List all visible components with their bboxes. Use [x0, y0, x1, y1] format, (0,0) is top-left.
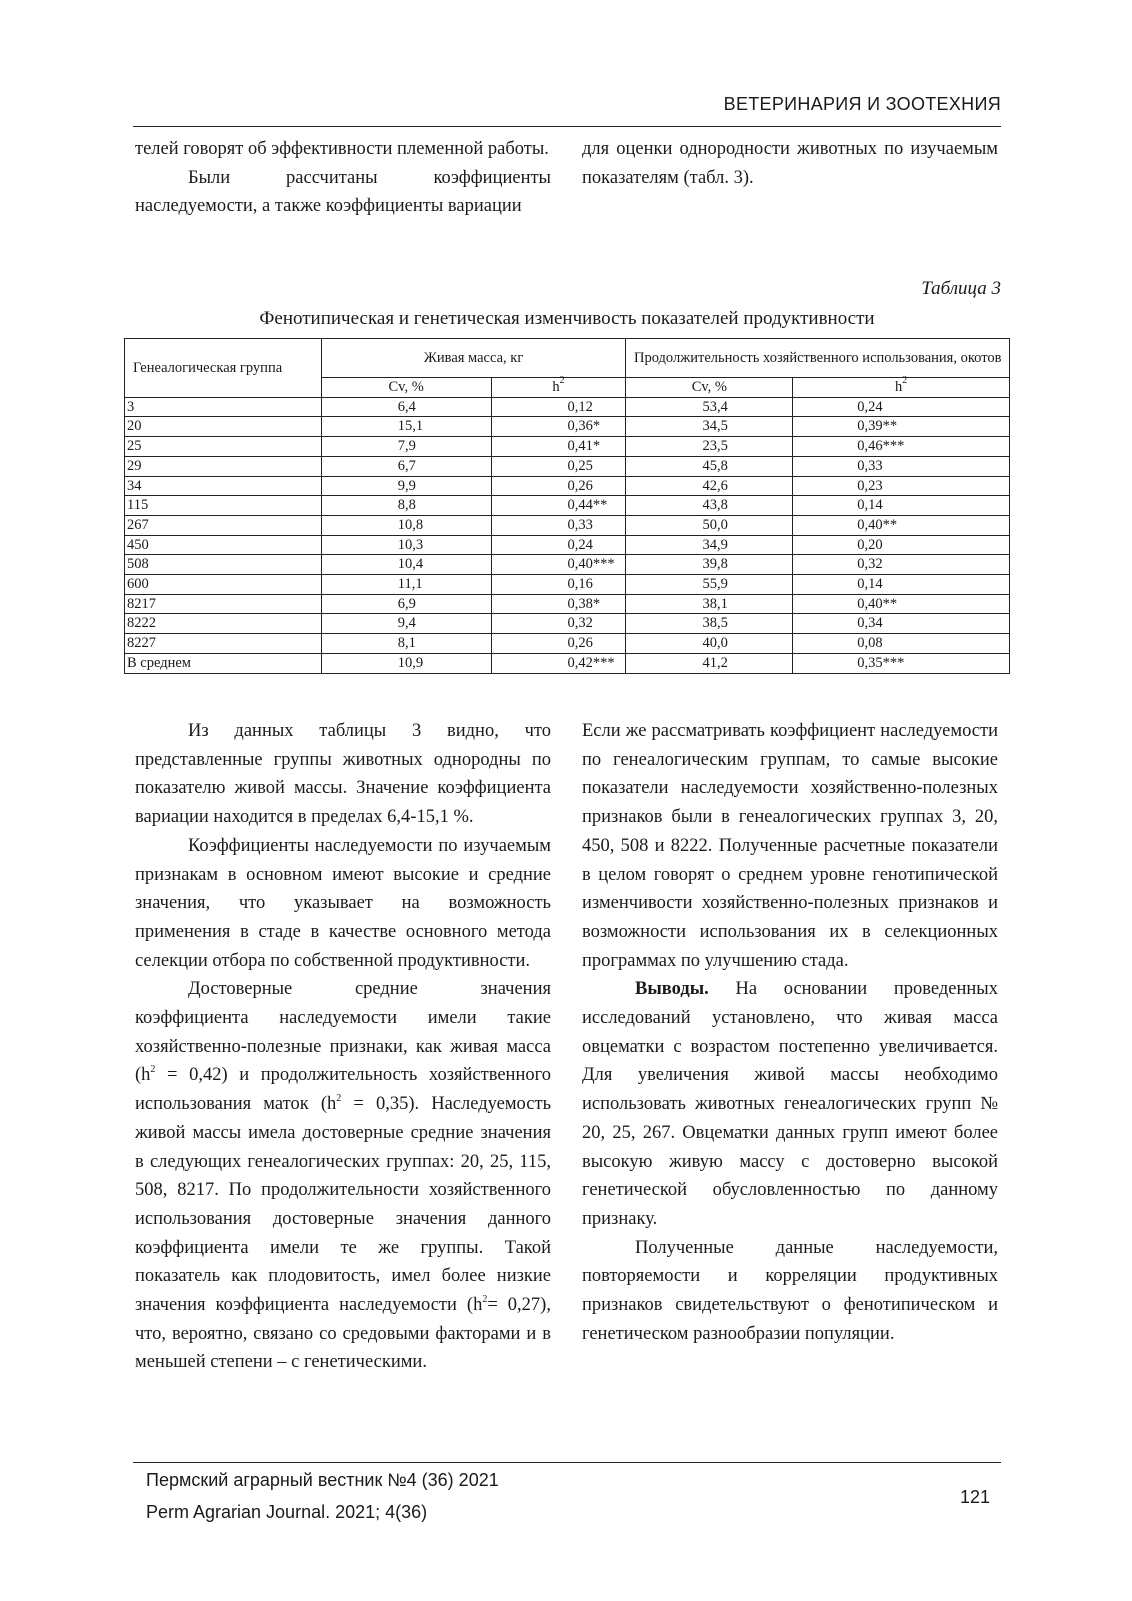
header-group: Генеалогическая группа: [125, 339, 322, 398]
table-cell: 34,9: [626, 535, 793, 555]
paragraph: Полученные данные наследуемости, повторяемости и корреляции продуктивных признаков свидетельствуют о фенотипическом и генетическом разнообразии популяции.: [582, 1237, 998, 1344]
table-cell: 45,8: [626, 456, 793, 476]
table-cell: 15,1: [321, 417, 491, 437]
table-cell: 38,1: [626, 594, 793, 614]
header-live-mass: Живая масса, кг: [321, 339, 626, 378]
table-cell: 0,08: [793, 634, 1010, 654]
top-left-column: [135, 135, 551, 221]
bottom-right-column: [582, 717, 998, 1348]
table-row: [125, 515, 1010, 535]
table-cell-group: 600: [125, 575, 322, 595]
table-cell: 53,4: [626, 397, 793, 417]
table-cell-group: В среднем: [125, 653, 322, 673]
table-cell-group: 508: [125, 555, 322, 575]
journal-title-en: Perm Agrarian Journal. 2021; 4(36): [146, 1502, 428, 1522]
paragraph: Достоверные средние значения коэффициента наследуемости имели такие хозяйственно-полезные признаки, как живая масса $(h^2 = 0,42)$ и продолжительность хозяйственного использования маток $(h^2 = 0,35)$. Наследуемость живой массы имела достоверные средние значения в следующих генеалогических группах: 20, 25, 115, 508, 8217. По продолжительности хозяйственного использования достоверные значения данного коэффициента имели те же группы. Такой показатель как плодовитость, имел более низкие значения коэффициента наследуемости $(h^2= 0,27)$, что, вероятно, связано со средовыми факторами и в меньшей степени – с генетическими.: [135, 979, 552, 1373]
subheader-h2: $h^2$: [793, 378, 1010, 398]
table-cell-group: 34: [125, 476, 322, 496]
table-cell: 0,23: [793, 476, 1010, 496]
table-row: [125, 476, 1010, 496]
table-row: [125, 594, 1010, 614]
subheader-h2: $h^2$: [491, 378, 626, 398]
paragraph: телей говорят об эффективности племенной работы.: [135, 139, 549, 159]
table-row: [125, 653, 1010, 673]
table-cell: 0,14: [793, 575, 1010, 595]
table-cell: 10,8: [321, 515, 491, 535]
table-cell: 0,42***: [491, 653, 626, 673]
paragraph: Были рассчитаны коэффициенты наследуемости, а также коэффициенты вариации: [135, 167, 551, 217]
table-cell-group: 3: [125, 397, 322, 417]
table-cell: 6,7: [321, 456, 491, 476]
table-cell-group: 8217: [125, 594, 322, 614]
table-cell: 10,3: [321, 535, 491, 555]
table-cell: 6,4: [321, 397, 491, 417]
table-cell: 0,39**: [793, 417, 1010, 437]
table-row: [125, 437, 1010, 457]
paragraph: Из данных таблицы 3 видно, что представленные группы животных однородны по показателю живой массы. Значение коэффициента вариации находится в пределах 6,4-15,1 %.: [135, 721, 551, 828]
table-cell: 0,32: [793, 555, 1010, 575]
table-cell: 0,24: [793, 397, 1010, 417]
table-cell: 23,5: [626, 437, 793, 457]
table-cell: 0,26: [491, 634, 626, 654]
subheader-cv: Cv, %: [321, 378, 491, 398]
table-cell: 9,9: [321, 476, 491, 496]
table-row: [125, 535, 1010, 555]
table-cell: 39,8: [626, 555, 793, 575]
table-cell: 8,1: [321, 634, 491, 654]
paragraph: для оценки однородности животных по изучаемым показателям (табл. 3).: [582, 139, 998, 188]
table-cell: 0,20: [793, 535, 1010, 555]
footer-rule: [133, 1462, 1001, 1463]
table-cell-group: 8227: [125, 634, 322, 654]
table-cell: 38,5: [626, 614, 793, 634]
table-cell: 40,0: [626, 634, 793, 654]
table-cell: 10,9: [321, 653, 491, 673]
table-title: Фенотипическая и генетическая изменчивость показателей продуктивности: [259, 308, 875, 329]
table-cell: 0,44**: [491, 496, 626, 516]
table-cell: 0,33: [793, 456, 1010, 476]
table-cell: 0,36*: [491, 417, 626, 437]
table-cell: 0,40**: [793, 594, 1010, 614]
conclusions-paragraph: Выводы. На основании проведенных исследований установлено, что живая масса овцематки с возрастом постепенно увеличивается. Для увеличения живой массы необходимо использовать животных генеалогических групп № 20, 25, 267. Овцематки данных групп имеют более высокую живую массу с достоверно высокой генетической обусловленностью по данному признаку.: [582, 979, 998, 1229]
table-cell: 0,14: [793, 496, 1010, 516]
table-cell: 55,9: [626, 575, 793, 595]
table-cell-group: 8222: [125, 614, 322, 634]
table-cell: 0,40***: [491, 555, 626, 575]
bottom-left-column: [135, 717, 551, 1377]
table-row: [125, 397, 1010, 417]
paragraph: Если же рассматривать коэффициент наследуемости по генеалогическим группам, то самые высокие показатели наследуемости хозяйственно-полезных признаков были в генеалогических группах 3, 20, 450, 508 и 8222. Полученные расчетные показатели в целом говорят о среднем уровне генотипической изменчивости хозяйственно-полезных признаков и возможности использования их в селекционных программах по улучшению стада.: [582, 721, 998, 971]
table-row: [125, 634, 1010, 654]
table-cell: 11,1: [321, 575, 491, 595]
table-cell: 7,9: [321, 437, 491, 457]
paragraph: Коэффициенты наследуемости по изучаемым признакам в основном имеют высокие и средние значения, что указывает на возможность применения в стаде в качестве основного метода селекции отбора по собственной продуктивности.: [135, 835, 551, 971]
header-rule: [133, 126, 1001, 127]
top-right-column: [582, 135, 998, 192]
table-cell-group: 29: [125, 456, 322, 476]
table-cell: 10,4: [321, 555, 491, 575]
table-cell: 9,4: [321, 614, 491, 634]
table-row: [125, 614, 1010, 634]
table-row: [125, 456, 1010, 476]
table-cell: 41,2: [626, 653, 793, 673]
table-cell: 0,24: [491, 535, 626, 555]
subheader-cv: Cv, %: [626, 378, 793, 398]
table-cell: 0,16: [491, 575, 626, 595]
journal-title-ru: Пермский аграрный вестник №4 (36) 2021: [146, 1470, 499, 1490]
table-cell: 42,6: [626, 476, 793, 496]
table-cell-group: 25: [125, 437, 322, 457]
table-cell: 0,32: [491, 614, 626, 634]
data-table: [124, 338, 1010, 674]
table-cell: 6,9: [321, 594, 491, 614]
table-row: [125, 496, 1010, 516]
table-cell: 0,35***: [793, 653, 1010, 673]
table-number: Таблица 3: [921, 278, 1001, 299]
table-cell-group: 20: [125, 417, 322, 437]
header-duration: Продолжительность хозяйственного использования, окотов: [626, 339, 1010, 378]
table-cell: 8,8: [321, 496, 491, 516]
running-head: ВЕТЕРИНАРИЯ И ЗООТЕХНИЯ: [723, 94, 1001, 114]
table-row: [125, 555, 1010, 575]
table-cell: 0,41*: [491, 437, 626, 457]
table-row: [125, 575, 1010, 595]
table-cell: 0,40**: [793, 515, 1010, 535]
table-cell-group: 115: [125, 496, 322, 516]
table-row: [125, 417, 1010, 437]
table-cell: 0,33: [491, 515, 626, 535]
table-cell: 0,12: [491, 397, 626, 417]
table-cell: 43,8: [626, 496, 793, 516]
table-cell-group: 450: [125, 535, 322, 555]
table-cell: 0,34: [793, 614, 1010, 634]
table-cell: 0,26: [491, 476, 626, 496]
table-cell: 0,46***: [793, 437, 1010, 457]
conclusions-heading: Выводы.: [635, 979, 709, 1000]
table-cell-group: 267: [125, 515, 322, 535]
table-cell: 0,38*: [491, 594, 626, 614]
table-cell: 34,5: [626, 417, 793, 437]
page-number: 121: [959, 1487, 990, 1507]
table-cell: 0,25: [491, 456, 626, 476]
table-cell: 50,0: [626, 515, 793, 535]
